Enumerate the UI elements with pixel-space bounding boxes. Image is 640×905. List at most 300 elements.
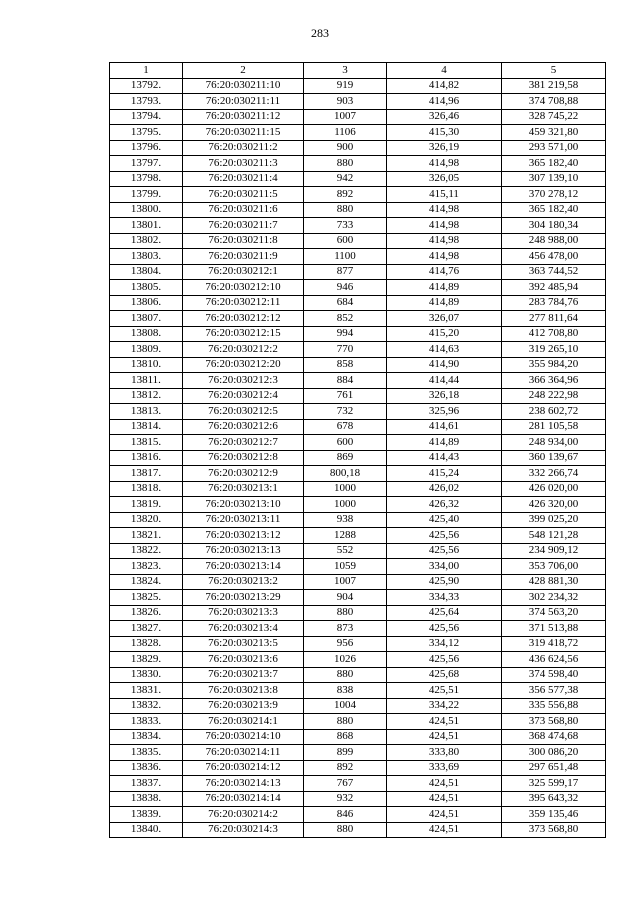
cadastral-number-cell: 76:20:030214:3 xyxy=(183,822,304,838)
table-row xyxy=(110,94,606,110)
area-cell: 899 xyxy=(304,745,387,761)
area-cell: 880 xyxy=(304,202,387,218)
value-cell: 456 478,00 xyxy=(502,249,606,265)
rate-cell: 414,44 xyxy=(387,373,502,389)
rate-cell: 425,56 xyxy=(387,621,502,637)
value-cell: 366 364,96 xyxy=(502,373,606,389)
rate-cell: 414,96 xyxy=(387,94,502,110)
rate-cell: 424,51 xyxy=(387,776,502,792)
rate-cell: 326,07 xyxy=(387,311,502,327)
row-number-cell: 13800. xyxy=(110,202,183,218)
table-row xyxy=(110,450,606,466)
value-cell: 360 139,67 xyxy=(502,450,606,466)
rate-cell: 334,33 xyxy=(387,590,502,606)
cadastral-number-cell: 76:20:030211:6 xyxy=(183,202,304,218)
cadastral-number-cell: 76:20:030212:3 xyxy=(183,373,304,389)
row-number-cell: 13805. xyxy=(110,280,183,296)
value-cell: 373 568,80 xyxy=(502,822,606,838)
cadastral-number-cell: 76:20:030213:8 xyxy=(183,683,304,699)
row-number-cell: 13810. xyxy=(110,357,183,373)
cadastral-number-cell: 76:20:030214:2 xyxy=(183,807,304,823)
cadastral-number-cell: 76:20:030211:12 xyxy=(183,109,304,125)
rate-cell: 326,46 xyxy=(387,109,502,125)
value-cell: 412 708,80 xyxy=(502,326,606,342)
rate-cell: 414,76 xyxy=(387,264,502,280)
table-row xyxy=(110,249,606,265)
value-cell: 356 577,38 xyxy=(502,683,606,699)
table-row xyxy=(110,621,606,637)
row-number-cell: 13824. xyxy=(110,574,183,590)
row-number-cell: 13840. xyxy=(110,822,183,838)
cadastral-number-cell: 76:20:030212:20 xyxy=(183,357,304,373)
table-row xyxy=(110,187,606,203)
value-cell: 373 568,80 xyxy=(502,714,606,730)
value-cell: 319 418,72 xyxy=(502,636,606,652)
cadastral-number-cell: 76:20:030212:12 xyxy=(183,311,304,327)
rate-cell: 414,63 xyxy=(387,342,502,358)
area-cell: 684 xyxy=(304,295,387,311)
area-cell: 904 xyxy=(304,590,387,606)
table-row xyxy=(110,512,606,528)
table-row xyxy=(110,543,606,559)
table-row xyxy=(110,667,606,683)
row-number-cell: 13823. xyxy=(110,559,183,575)
rate-cell: 414,98 xyxy=(387,249,502,265)
header-row xyxy=(110,63,606,79)
table-row xyxy=(110,326,606,342)
rate-cell: 334,00 xyxy=(387,559,502,575)
table-row xyxy=(110,807,606,823)
rate-cell: 333,69 xyxy=(387,760,502,776)
value-cell: 248 222,98 xyxy=(502,388,606,404)
rate-cell: 414,98 xyxy=(387,202,502,218)
cadastral-number-cell: 76:20:030213:10 xyxy=(183,497,304,513)
rate-cell: 334,12 xyxy=(387,636,502,652)
value-cell: 293 571,00 xyxy=(502,140,606,156)
cadastral-number-cell: 76:20:030212:5 xyxy=(183,404,304,420)
cadastral-number-cell: 76:20:030214:10 xyxy=(183,729,304,745)
cadastral-number-cell: 76:20:030213:14 xyxy=(183,559,304,575)
row-number-cell: 13802. xyxy=(110,233,183,249)
rate-cell: 424,51 xyxy=(387,807,502,823)
area-cell: 767 xyxy=(304,776,387,792)
value-cell: 359 135,46 xyxy=(502,807,606,823)
rate-cell: 425,90 xyxy=(387,574,502,590)
row-number-cell: 13795. xyxy=(110,125,183,141)
row-number-cell: 13826. xyxy=(110,605,183,621)
value-cell: 548 121,28 xyxy=(502,528,606,544)
area-cell: 1026 xyxy=(304,652,387,668)
row-number-cell: 13816. xyxy=(110,450,183,466)
row-number-cell: 13798. xyxy=(110,171,183,187)
area-cell: 733 xyxy=(304,218,387,234)
table-row xyxy=(110,590,606,606)
rate-cell: 426,32 xyxy=(387,497,502,513)
row-number-cell: 13807. xyxy=(110,311,183,327)
cadastral-number-cell: 76:20:030211:3 xyxy=(183,156,304,172)
value-cell: 392 485,94 xyxy=(502,280,606,296)
cadastral-number-cell: 76:20:030212:1 xyxy=(183,264,304,280)
value-cell: 428 881,30 xyxy=(502,574,606,590)
row-number-cell: 13814. xyxy=(110,419,183,435)
cadastral-number-cell: 76:20:030213:2 xyxy=(183,574,304,590)
row-number-cell: 13813. xyxy=(110,404,183,420)
cadastral-number-cell: 76:20:030214:14 xyxy=(183,791,304,807)
row-number-cell: 13829. xyxy=(110,652,183,668)
table-row xyxy=(110,683,606,699)
cadastral-number-cell: 76:20:030212:7 xyxy=(183,435,304,451)
table-row xyxy=(110,435,606,451)
rate-cell: 415,20 xyxy=(387,326,502,342)
area-cell: 1007 xyxy=(304,574,387,590)
row-number-cell: 13809. xyxy=(110,342,183,358)
cadastral-number-cell: 76:20:030213:29 xyxy=(183,590,304,606)
table-row xyxy=(110,202,606,218)
cadastral-number-cell: 76:20:030214:12 xyxy=(183,760,304,776)
area-cell: 1007 xyxy=(304,109,387,125)
area-cell: 892 xyxy=(304,760,387,776)
area-cell: 1288 xyxy=(304,528,387,544)
table-row xyxy=(110,218,606,234)
row-number-cell: 13838. xyxy=(110,791,183,807)
cadastral-number-cell: 76:20:030211:2 xyxy=(183,140,304,156)
row-number-cell: 13831. xyxy=(110,683,183,699)
area-cell: 732 xyxy=(304,404,387,420)
table-row xyxy=(110,652,606,668)
row-number-cell: 13835. xyxy=(110,745,183,761)
value-cell: 332 266,74 xyxy=(502,466,606,482)
cadastral-number-cell: 76:20:030212:15 xyxy=(183,326,304,342)
value-cell: 248 988,00 xyxy=(502,233,606,249)
table-header xyxy=(110,63,606,79)
area-cell: 946 xyxy=(304,280,387,296)
area-cell: 903 xyxy=(304,94,387,110)
rate-cell: 425,56 xyxy=(387,528,502,544)
rate-cell: 333,80 xyxy=(387,745,502,761)
rate-cell: 414,98 xyxy=(387,233,502,249)
area-cell: 873 xyxy=(304,621,387,637)
table-row xyxy=(110,760,606,776)
rate-cell: 424,51 xyxy=(387,822,502,838)
value-cell: 399 025,20 xyxy=(502,512,606,528)
row-number-cell: 13834. xyxy=(110,729,183,745)
table-row xyxy=(110,605,606,621)
row-number-cell: 13822. xyxy=(110,543,183,559)
rate-cell: 414,89 xyxy=(387,295,502,311)
table-row xyxy=(110,78,606,94)
row-number-cell: 13828. xyxy=(110,636,183,652)
value-cell: 277 811,64 xyxy=(502,311,606,327)
cadastral-number-cell: 76:20:030214:11 xyxy=(183,745,304,761)
row-number-cell: 13839. xyxy=(110,807,183,823)
rate-cell: 415,24 xyxy=(387,466,502,482)
cadastral-number-cell: 76:20:030212:6 xyxy=(183,419,304,435)
table-row xyxy=(110,745,606,761)
rate-cell: 326,18 xyxy=(387,388,502,404)
area-cell: 1100 xyxy=(304,249,387,265)
table-row xyxy=(110,791,606,807)
registry-table xyxy=(109,62,606,838)
rate-cell: 414,98 xyxy=(387,156,502,172)
table-row xyxy=(110,698,606,714)
table-row xyxy=(110,342,606,358)
cadastral-number-cell: 76:20:030213:6 xyxy=(183,652,304,668)
area-cell: 938 xyxy=(304,512,387,528)
rate-cell: 326,19 xyxy=(387,140,502,156)
area-cell: 1000 xyxy=(304,481,387,497)
cadastral-number-cell: 76:20:030213:3 xyxy=(183,605,304,621)
cadastral-number-cell: 76:20:030213:13 xyxy=(183,543,304,559)
area-cell: 994 xyxy=(304,326,387,342)
row-number-cell: 13796. xyxy=(110,140,183,156)
area-cell: 800,18 xyxy=(304,466,387,482)
value-cell: 365 182,40 xyxy=(502,202,606,218)
value-cell: 395 643,32 xyxy=(502,791,606,807)
cadastral-number-cell: 76:20:030213:5 xyxy=(183,636,304,652)
cadastral-number-cell: 76:20:030212:9 xyxy=(183,466,304,482)
rate-cell: 424,51 xyxy=(387,714,502,730)
area-cell: 880 xyxy=(304,156,387,172)
table-row xyxy=(110,233,606,249)
value-cell: 300 086,20 xyxy=(502,745,606,761)
area-cell: 956 xyxy=(304,636,387,652)
row-number-cell: 13799. xyxy=(110,187,183,203)
cadastral-number-cell: 76:20:030213:12 xyxy=(183,528,304,544)
value-cell: 368 474,68 xyxy=(502,729,606,745)
table-row xyxy=(110,822,606,838)
value-cell: 304 180,34 xyxy=(502,218,606,234)
cadastral-number-cell: 76:20:030211:4 xyxy=(183,171,304,187)
value-cell: 374 708,88 xyxy=(502,94,606,110)
rate-cell: 425,40 xyxy=(387,512,502,528)
table-row xyxy=(110,404,606,420)
value-cell: 353 706,00 xyxy=(502,559,606,575)
table-row xyxy=(110,388,606,404)
row-number-cell: 13833. xyxy=(110,714,183,730)
value-cell: 328 745,22 xyxy=(502,109,606,125)
table-row xyxy=(110,481,606,497)
area-cell: 884 xyxy=(304,373,387,389)
value-cell: 374 563,20 xyxy=(502,605,606,621)
row-number-cell: 13808. xyxy=(110,326,183,342)
table-row xyxy=(110,776,606,792)
rate-cell: 425,56 xyxy=(387,543,502,559)
table-row xyxy=(110,528,606,544)
rate-cell: 414,98 xyxy=(387,218,502,234)
value-cell: 234 909,12 xyxy=(502,543,606,559)
value-cell: 381 219,58 xyxy=(502,78,606,94)
table-row xyxy=(110,171,606,187)
table-row xyxy=(110,311,606,327)
value-cell: 365 182,40 xyxy=(502,156,606,172)
row-number-cell: 13793. xyxy=(110,94,183,110)
row-number-cell: 13819. xyxy=(110,497,183,513)
value-cell: 436 624,56 xyxy=(502,652,606,668)
area-cell: 761 xyxy=(304,388,387,404)
rate-cell: 414,43 xyxy=(387,450,502,466)
cadastral-number-cell: 76:20:030211:9 xyxy=(183,249,304,265)
rate-cell: 414,61 xyxy=(387,419,502,435)
column-header-2: 2 xyxy=(183,63,304,79)
value-cell: 325 599,17 xyxy=(502,776,606,792)
value-cell: 374 598,40 xyxy=(502,667,606,683)
column-header-4: 4 xyxy=(387,63,502,79)
rate-cell: 424,51 xyxy=(387,791,502,807)
row-number-cell: 13811. xyxy=(110,373,183,389)
rate-cell: 424,51 xyxy=(387,729,502,745)
area-cell: 900 xyxy=(304,140,387,156)
row-number-cell: 13827. xyxy=(110,621,183,637)
value-cell: 370 278,12 xyxy=(502,187,606,203)
row-number-cell: 13820. xyxy=(110,512,183,528)
value-cell: 363 744,52 xyxy=(502,264,606,280)
value-cell: 238 602,72 xyxy=(502,404,606,420)
row-number-cell: 13836. xyxy=(110,760,183,776)
rate-cell: 334,22 xyxy=(387,698,502,714)
rate-cell: 325,96 xyxy=(387,404,502,420)
table-row xyxy=(110,497,606,513)
cadastral-number-cell: 76:20:030212:4 xyxy=(183,388,304,404)
table-row xyxy=(110,125,606,141)
value-cell: 248 934,00 xyxy=(502,435,606,451)
table-row xyxy=(110,280,606,296)
table-row xyxy=(110,109,606,125)
cadastral-number-cell: 76:20:030211:8 xyxy=(183,233,304,249)
value-cell: 426 020,00 xyxy=(502,481,606,497)
row-number-cell: 13817. xyxy=(110,466,183,482)
table-row xyxy=(110,559,606,575)
cadastral-number-cell: 76:20:030211:15 xyxy=(183,125,304,141)
value-cell: 355 984,20 xyxy=(502,357,606,373)
value-cell: 459 321,80 xyxy=(502,125,606,141)
cadastral-number-cell: 76:20:030213:11 xyxy=(183,512,304,528)
rate-cell: 426,02 xyxy=(387,481,502,497)
rate-cell: 414,89 xyxy=(387,280,502,296)
area-cell: 600 xyxy=(304,233,387,249)
value-cell: 371 513,88 xyxy=(502,621,606,637)
table-row xyxy=(110,466,606,482)
row-number-cell: 13832. xyxy=(110,698,183,714)
rate-cell: 425,68 xyxy=(387,667,502,683)
area-cell: 877 xyxy=(304,264,387,280)
rate-cell: 415,30 xyxy=(387,125,502,141)
table-row xyxy=(110,419,606,435)
area-cell: 880 xyxy=(304,822,387,838)
rate-cell: 414,89 xyxy=(387,435,502,451)
area-cell: 846 xyxy=(304,807,387,823)
cadastral-number-cell: 76:20:030212:8 xyxy=(183,450,304,466)
column-header-3: 3 xyxy=(304,63,387,79)
row-number-cell: 13812. xyxy=(110,388,183,404)
row-number-cell: 13797. xyxy=(110,156,183,172)
table-row xyxy=(110,636,606,652)
row-number-cell: 13815. xyxy=(110,435,183,451)
cadastral-number-cell: 76:20:030213:4 xyxy=(183,621,304,637)
area-cell: 852 xyxy=(304,311,387,327)
value-cell: 335 556,88 xyxy=(502,698,606,714)
value-cell: 307 139,10 xyxy=(502,171,606,187)
area-cell: 1004 xyxy=(304,698,387,714)
cadastral-number-cell: 76:20:030212:11 xyxy=(183,295,304,311)
table-body xyxy=(110,78,606,838)
row-number-cell: 13804. xyxy=(110,264,183,280)
table-row xyxy=(110,357,606,373)
value-cell: 283 784,76 xyxy=(502,295,606,311)
table-row xyxy=(110,729,606,745)
cadastral-number-cell: 76:20:030213:9 xyxy=(183,698,304,714)
cadastral-number-cell: 76:20:030213:1 xyxy=(183,481,304,497)
value-cell: 426 320,00 xyxy=(502,497,606,513)
area-cell: 552 xyxy=(304,543,387,559)
area-cell: 932 xyxy=(304,791,387,807)
cadastral-number-cell: 76:20:030211:10 xyxy=(183,78,304,94)
area-cell: 942 xyxy=(304,171,387,187)
row-number-cell: 13837. xyxy=(110,776,183,792)
row-number-cell: 13801. xyxy=(110,218,183,234)
area-cell: 869 xyxy=(304,450,387,466)
rate-cell: 414,90 xyxy=(387,357,502,373)
value-cell: 297 651,48 xyxy=(502,760,606,776)
cadastral-number-cell: 76:20:030211:5 xyxy=(183,187,304,203)
table-row xyxy=(110,714,606,730)
cadastral-number-cell: 76:20:030214:1 xyxy=(183,714,304,730)
area-cell: 1106 xyxy=(304,125,387,141)
column-header-5: 5 xyxy=(502,63,606,79)
cadastral-number-cell: 76:20:030211:7 xyxy=(183,218,304,234)
cadastral-number-cell: 76:20:030212:10 xyxy=(183,280,304,296)
row-number-cell: 13830. xyxy=(110,667,183,683)
row-number-cell: 13806. xyxy=(110,295,183,311)
rate-cell: 415,11 xyxy=(387,187,502,203)
area-cell: 880 xyxy=(304,667,387,683)
table-row xyxy=(110,264,606,280)
value-cell: 281 105,58 xyxy=(502,419,606,435)
area-cell: 838 xyxy=(304,683,387,699)
row-number-cell: 13821. xyxy=(110,528,183,544)
cadastral-number-cell: 76:20:030211:11 xyxy=(183,94,304,110)
table-row xyxy=(110,156,606,172)
area-cell: 919 xyxy=(304,78,387,94)
row-number-cell: 13818. xyxy=(110,481,183,497)
area-cell: 600 xyxy=(304,435,387,451)
row-number-cell: 13803. xyxy=(110,249,183,265)
area-cell: 892 xyxy=(304,187,387,203)
cadastral-number-cell: 76:20:030213:7 xyxy=(183,667,304,683)
column-header-1: 1 xyxy=(110,63,183,79)
table-row xyxy=(110,140,606,156)
value-cell: 319 265,10 xyxy=(502,342,606,358)
area-cell: 880 xyxy=(304,714,387,730)
page-number: 283 xyxy=(311,26,329,40)
row-number-cell: 13825. xyxy=(110,590,183,606)
rate-cell: 425,64 xyxy=(387,605,502,621)
table-row xyxy=(110,295,606,311)
area-cell: 858 xyxy=(304,357,387,373)
table-row xyxy=(110,373,606,389)
area-cell: 1059 xyxy=(304,559,387,575)
rate-cell: 425,56 xyxy=(387,652,502,668)
area-cell: 1000 xyxy=(304,497,387,513)
rate-cell: 414,82 xyxy=(387,78,502,94)
area-cell: 868 xyxy=(304,729,387,745)
row-number-cell: 13792. xyxy=(110,78,183,94)
row-number-cell: 13794. xyxy=(110,109,183,125)
rate-cell: 425,51 xyxy=(387,683,502,699)
value-cell: 302 234,32 xyxy=(502,590,606,606)
cadastral-number-cell: 76:20:030214:13 xyxy=(183,776,304,792)
area-cell: 770 xyxy=(304,342,387,358)
table-row xyxy=(110,574,606,590)
